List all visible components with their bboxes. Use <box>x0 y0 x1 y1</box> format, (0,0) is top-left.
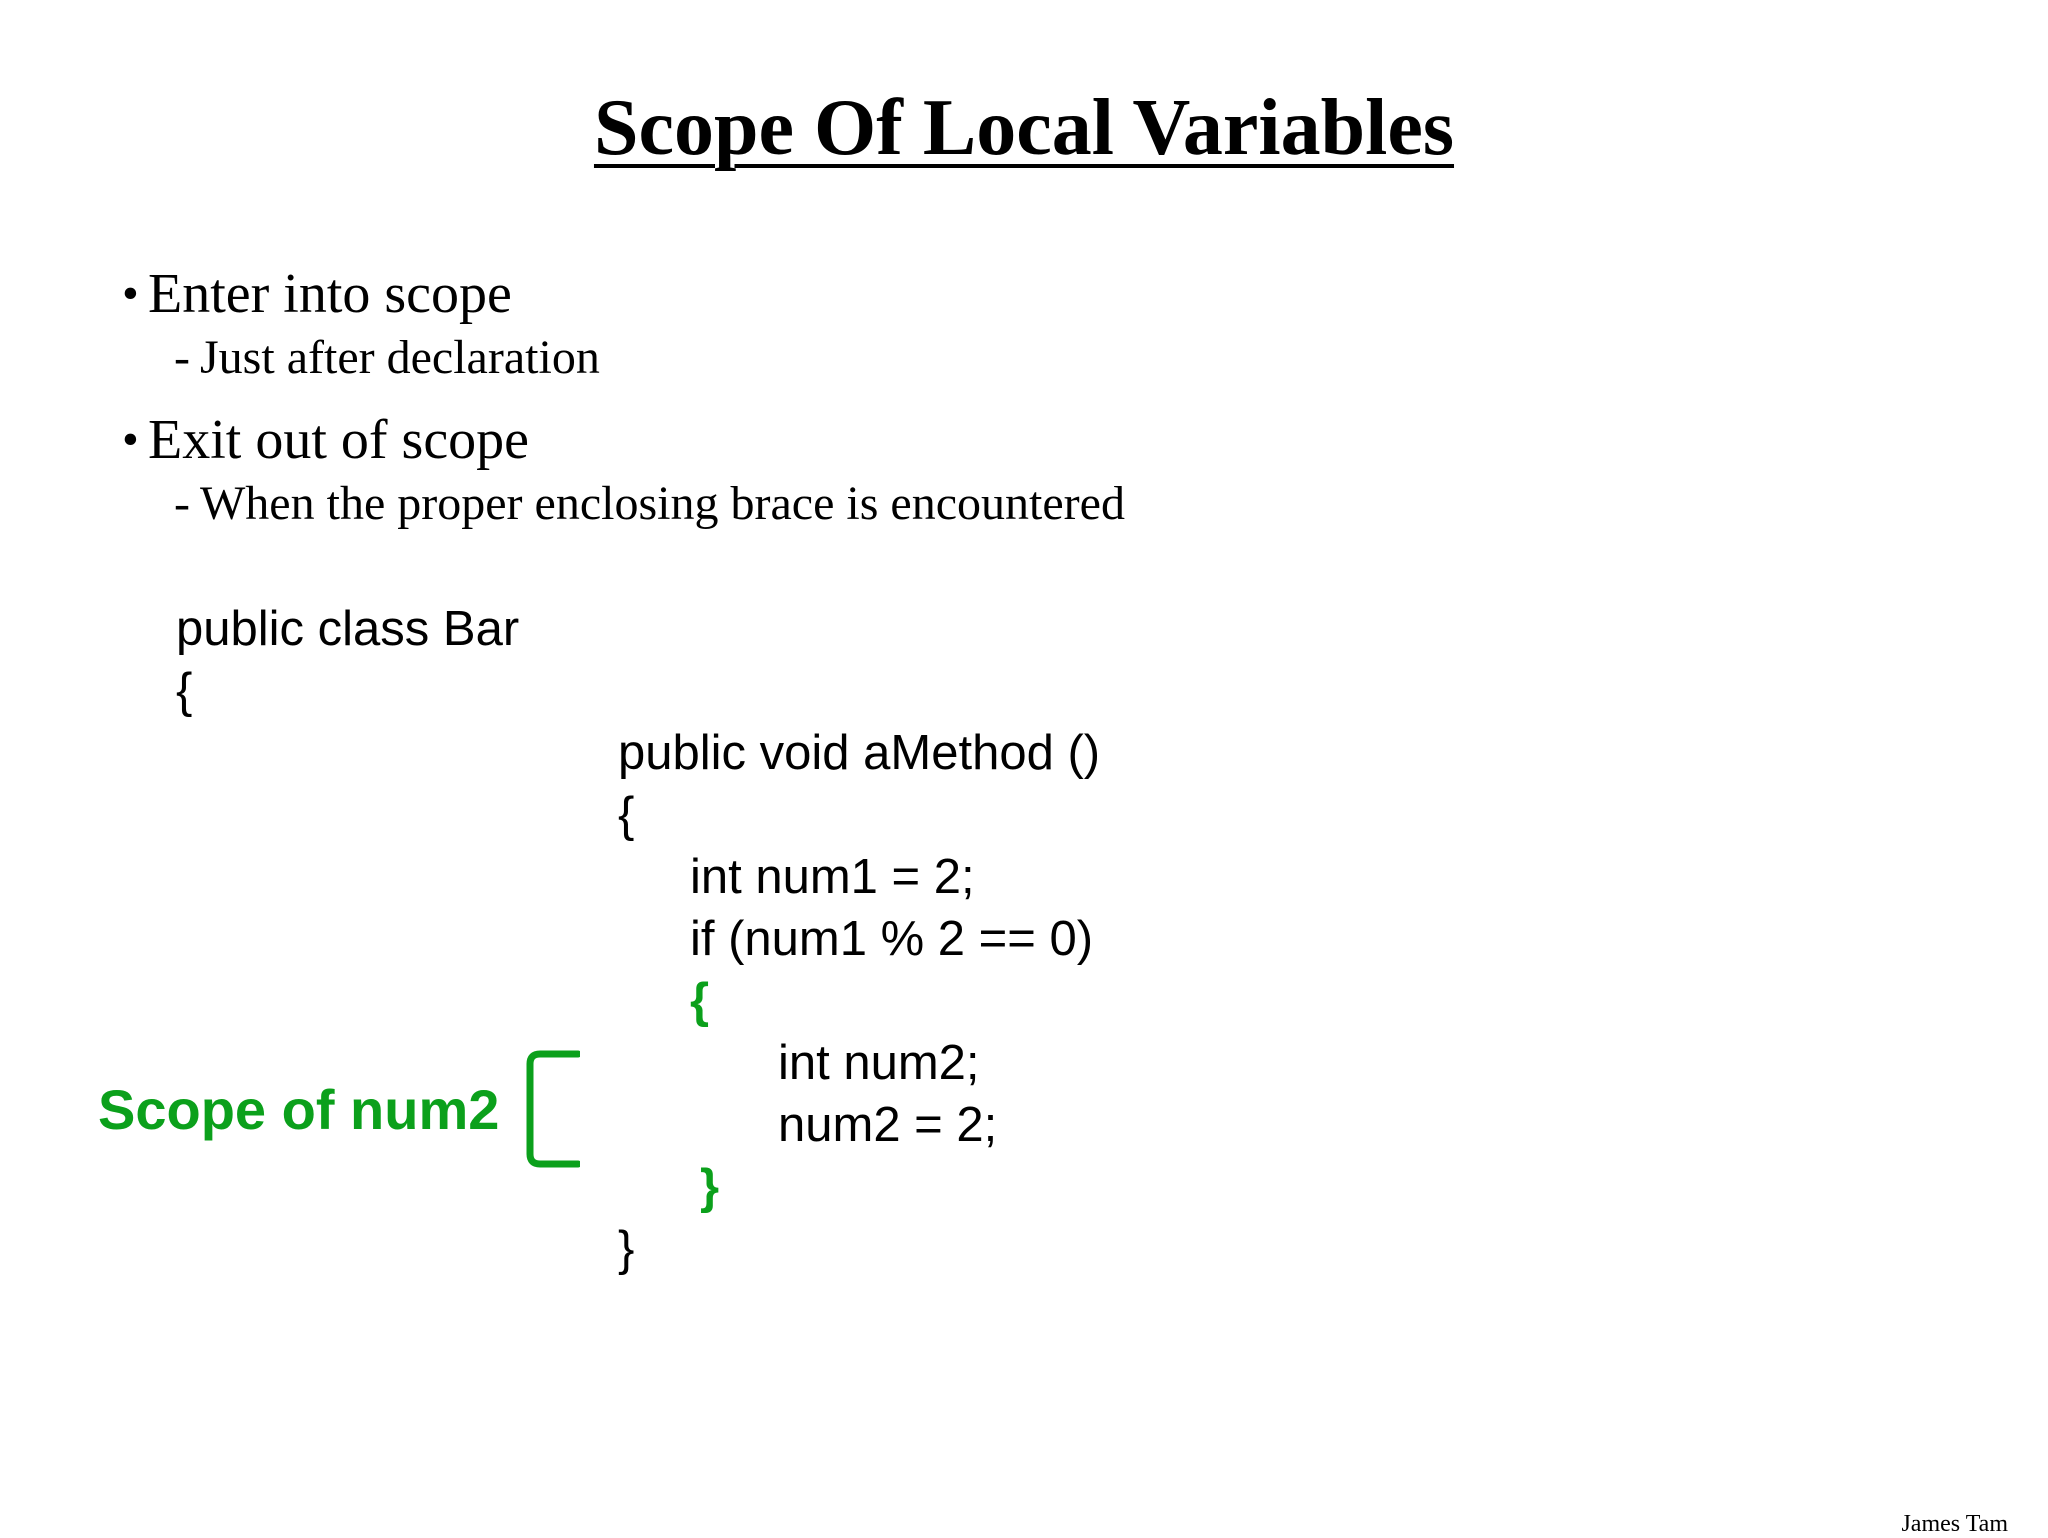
bullet-enter-scope <box>122 262 512 326</box>
code-line-num2-decl: int num2; <box>778 1036 980 1090</box>
bullet-marker: • <box>122 267 139 320</box>
code-method-open-brace: { <box>618 788 635 842</box>
bullet-text: Exit out of scope <box>148 409 530 471</box>
subbullet-just-after-declaration <box>174 330 600 386</box>
bullet-exit-scope <box>122 408 529 472</box>
slide-title: Scope Of Local Variables <box>593 84 1455 172</box>
code-class-open-brace: { <box>176 664 193 718</box>
bullet-text: Enter into scope <box>148 263 512 325</box>
author-footer: James Tam <box>1901 1511 2008 1537</box>
scope-label: Scope of num2 <box>98 1078 500 1141</box>
subbullet-enclosing-brace <box>174 476 1125 532</box>
code-method-close-brace: } <box>618 1222 635 1276</box>
subbullet-text: When the proper enclosing brace is encountered <box>200 477 1125 530</box>
code-if-open-brace: { <box>690 974 710 1028</box>
subbullet-marker: - <box>174 477 190 530</box>
code-if-close-brace: } <box>700 1160 720 1214</box>
subbullet-marker: - <box>174 331 190 384</box>
code-line-if: if (num1 % 2 == 0) <box>690 912 1094 966</box>
left-square-bracket-icon <box>524 1050 580 1168</box>
code-line-num1: int num1 = 2; <box>690 850 975 904</box>
code-line-num2-assign: num2 = 2; <box>778 1098 998 1152</box>
code-class-decl: public class Bar <box>176 602 520 656</box>
code-method-decl: public void aMethod () <box>618 726 1101 780</box>
bullet-marker: • <box>122 413 139 466</box>
subbullet-text: Just after declaration <box>200 331 600 384</box>
